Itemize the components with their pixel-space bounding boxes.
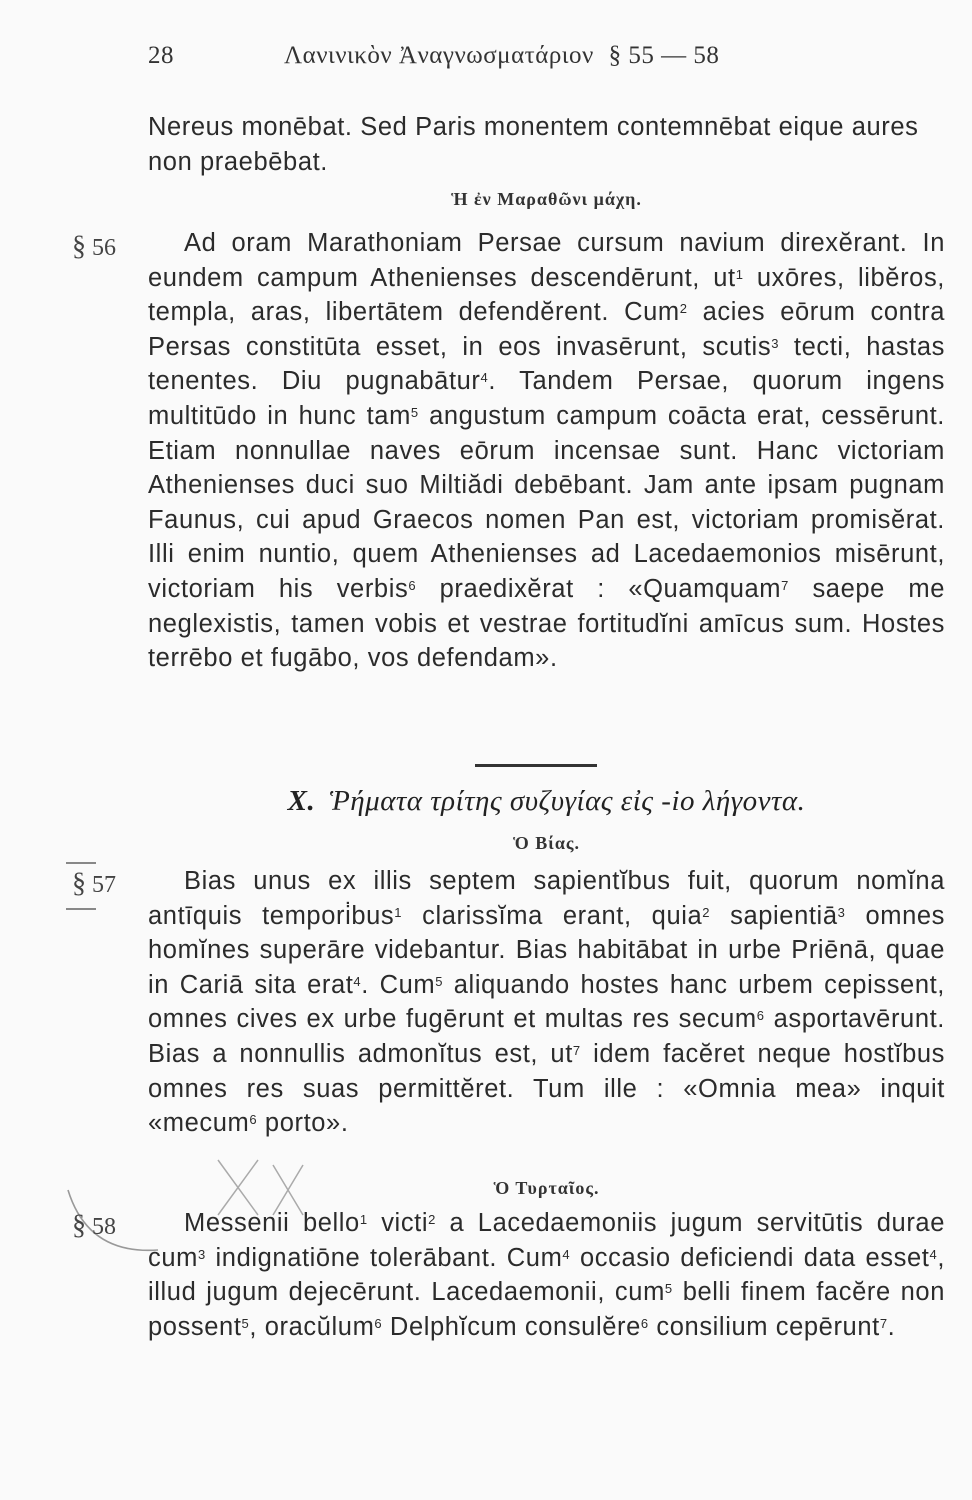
page-number: 28 [148, 42, 174, 69]
section-number-58 [72, 1210, 116, 1242]
book-title: Λανινικὸν Ἀναγνωσματάριον [284, 42, 594, 69]
section-number: 57 [92, 872, 116, 898]
section-sign-icon: § [72, 868, 86, 899]
chapter-heading [148, 785, 945, 818]
subtitle-tyrtaeus: Ὁ Τυρταῖος. [493, 1178, 600, 1198]
paragraph-55-tail [148, 110, 945, 179]
section-number: 56 [92, 235, 116, 261]
running-head [148, 42, 808, 70]
section-range: § 55 — 58 [608, 42, 720, 69]
chapter-numeral: X. [287, 785, 316, 817]
paragraph-text: Nereus monēbat. Sed Paris monentem contemnēbat eique aures non praebēbat. [148, 113, 919, 176]
paragraph-58 [148, 1206, 945, 1344]
paragraph-57 [148, 864, 945, 1141]
subtitle-marathon: Ἡ ἐν Μαραθῶνι μάχη. [451, 189, 642, 209]
section-number-57 [72, 868, 116, 900]
paragraph-text: Ad oram Marathoniam Persae cursum navium direxĕrant. In eundem campum Athenienses descendērunt, $ut^1$ uxōres, libĕros, templa, aras, libertātem defendĕrent. Cum$^2$ acies eōrum contra Persas constitūta esset, in eos invasērunt, scutis$^3$ tecti, hastas tenentes. Diu pugnabātur$^4$. Tandem Persae, quorum ingens multitūdo in hunc tam$^5$ angustum campum coācta erat, cessērunt. Etiam nonnullae naves eōrum incensae sunt. Hanc victoriam Athenienses duci suo Miltiădi debēbant. Jam ante ipsam pugnam Faunus, cui apud Graecos nomen Pan est, victoriam promisĕrat. Illi enim nuntio, quem Athenienses ad Lacedaemonios misērunt, victoriam his verbis$^6$ praedixĕrat : «Quamquam$^7$ saepe me neglexistis, tamen vobis et vestrae fortitudĭni amīcus sum. Hostes terrēbo et fugābo, vos defendam». [148, 229, 945, 673]
subtitle-bias: Ὁ Βίας. [513, 833, 580, 853]
paragraph-text: Bias unus ex illis septem sapientĭbus fuit, quorum nomĭna antīquis tempori̇bus$^1$ clarissĭma erant, quia$^2$ sapientiā$^3$ omnes homĭnes superāre videbantur. Bias habitābat in urbe Priēnā, quae in Cariā sita erat$^4$. Cum$^5$ aliquando hostes hanc urbem cepissent, omnes cives ex urbe fugērunt et multas res secum$^6$ asportavērunt. Bias a nonnullis admonĭtus est, $ut^7$ idem facĕret neque hostĭbus omnes res suas permittĕret. Tum ille : «Omnia mea» inquit «mecum$^6$ porto». [148, 867, 945, 1138]
paragraph-text: Messenii bello$^1$ victi$^2$ a Lacedaemoniis jugum servitūtis durae cum$^3$ indignatiōne tolerābant. Cum$^4$ occasio deficiendi data esset$^4$, illud jugum dejecērunt. Lacedaemonii, cum$^5$ belli finem facĕre non possent$^5$, oracŭlum$^6$ Delphĭcum consulĕre$^6$ consilium cepērunt$^7$. [148, 1209, 945, 1341]
section-number: 58 [92, 1214, 116, 1240]
paragraph-56 [148, 226, 945, 676]
section-divider [475, 764, 597, 767]
section-sign-icon: § [72, 1210, 86, 1241]
chapter-title: Ῥήματα τρίτης συζυγίας εἰς -io λήγοντα. [329, 785, 806, 817]
section-number-56 [72, 231, 116, 263]
section-sign-icon: § [72, 231, 86, 262]
